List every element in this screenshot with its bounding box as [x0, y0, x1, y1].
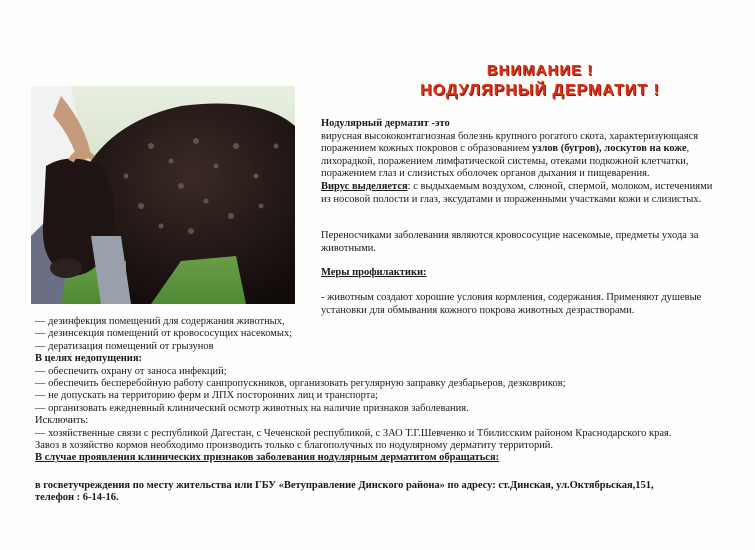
exclude-heading: Исключить:	[35, 415, 89, 427]
cow-illustration	[31, 86, 295, 304]
contact-address: в госветучреждения по месту жительства или ГБУ «Ветуправление Динского района» по адресу: ст.Динская, ул.Октябрьская,151,	[35, 480, 654, 491]
measure-item-disinfection: — дезинфекция помещений для содержания животных,	[35, 316, 285, 327]
contact-block	[35, 480, 735, 505]
exclude-line-1: — хозяйственные связи с республикой Дагестан, с Чеченской республикой, с ЗАО Т.Г.Шевченко и Тбилисским районом Краснодарского края.	[35, 427, 672, 439]
non-admission-item: — организовать ежедневный клинический осмотр животных на наличие признаков заболевания.	[35, 402, 469, 414]
intro-bold-1: узлов (бугров), лоскутов на коже	[532, 143, 687, 155]
virus-text: : с выдыхаемым воздухом, слюной, спермой, молоком, истечениями из носовой полости и глаз, эксудатами и пораженными участками кожи и слизистых.	[321, 180, 713, 205]
virus-label: Вирус выделяется	[321, 180, 408, 192]
contact-heading: В случае проявления клинических признаков заболевания нодулярным дерматитом обращаться:	[35, 452, 500, 464]
measure-item-disinsection: — дезинсекция помещений от кровососущих насекомых;	[35, 328, 293, 340]
carriers-text: Переносчиками заболевания являются кровососущие насекомые, предметы ухода за животными.	[321, 230, 699, 254]
intro-paragraph	[321, 131, 721, 181]
poster-title-line-1: ВНИМАНИЕ !	[486, 62, 594, 79]
prevention-heading	[321, 267, 721, 280]
measure-item-deratization: — дератизация помещений от грызунов	[35, 340, 214, 352]
non-admission-item: — обеспечить охрану от заноса инфекций;	[35, 365, 227, 377]
intro-text-2: , лихорадкой, поражением лимфатической системы, отеками подкожной клетчатки, поражением глаз и слизистых оболочек органов дыхания и пищеварения.	[321, 143, 690, 180]
contact-phone: телефон : 6-14-16.	[35, 492, 119, 504]
prevention-text: - животным создают хорошие условия кормления, содержания. Применяют душевые установки для обмывания кожного покрова животных дезрастворами.	[321, 292, 702, 316]
non-admission-item: — обеспечить бесперебойную работу санпропускников, организовать регулярную заправку дезбарьеров, дезковриков;	[35, 378, 566, 390]
non-admission-item: — не допускать на территорию ферм и ЛПХ посторонних лиц и транспорта;	[35, 390, 379, 402]
prevention-heading-text: Меры профилактики:	[321, 267, 427, 278]
non-admission-heading: В целях недопущения:	[35, 353, 143, 365]
virus-paragraph	[321, 181, 721, 206]
bottom-section	[35, 316, 735, 465]
intro-text-1: вирусная высококонтагиозная болезнь крупного рогатого скота, характеризующаяся поражением кожных покровов с образованием	[321, 130, 699, 155]
exclude-line-2: Завоз в хозяйство кормов необходимо производить только с благополучных по нодулярному дерматиту территорий.	[35, 440, 554, 452]
cow-photo	[31, 86, 295, 304]
intro-block	[321, 118, 721, 206]
poster-title-line-2: НОДУЛЯРНЫЙ ДЕРМАТИТ !	[420, 82, 660, 99]
intro-heading: Нодулярный дерматит -это	[321, 118, 450, 129]
